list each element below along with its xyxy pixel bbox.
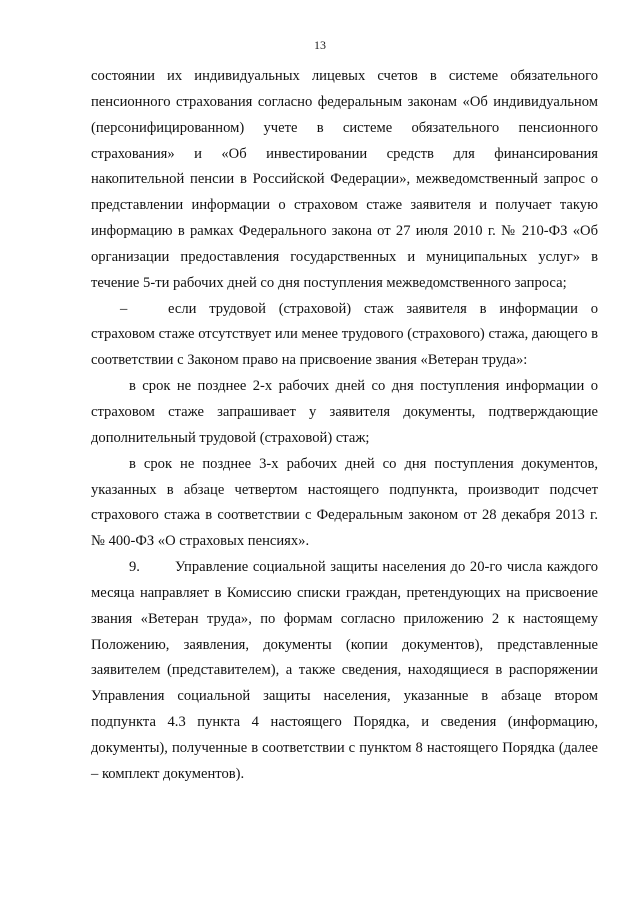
paragraph-calculate-stazh: в срок не позднее 3-х рабочих дней со дня поступления документов, указанных в абзаце четвертом настоящего подпункта, производит подсчет страхового стажа в соответствии с Федеральным законом от 28 декабря 2013 г. № 400-ФЗ «О страховых пенсиях». xyxy=(91,455,598,550)
document-body xyxy=(91,64,598,788)
numbered-clause-9 xyxy=(91,555,598,788)
paragraph-continuation: состоянии их индивидуальных лицевых счетов в системе обязательного пенсионного страхования согласно федеральным законам «Об индивидуальном (персонифицированном) учете в системе обязательного пенсионного страхования» и «Об инвестировании средств для финансирования накопительной пенсии в Российской Федерации», межведомственный запрос о представлении информации о страховом стаже заявителя и получает такую информацию в рамках Федерального закона от 27 июля 2010 г. № 210-ФЗ «Об организации предоставления государственных и муниципальных услуг» в течение 5-ти рабочих дней со дня поступления межведомственного запроса; xyxy=(91,68,598,291)
page-number: 13 xyxy=(314,38,326,52)
clause-number: 9. xyxy=(129,559,140,576)
paragraph-request-documents: в срок не позднее 2-х рабочих дней со дня поступления информации о страховом стаже запрашивает у заявителя документы, подтверждающие дополнительный трудовой (страховой) стаж; xyxy=(91,378,598,446)
dash-list-item xyxy=(91,297,598,375)
dash-list-item-text: если трудовой (страховой) стаж заявителя в информации о страховом стаже отсутствует или менее трудового (страхового) стажа, дающего в соответствии с Законом право на присвоение звания «Ветеран труда»: xyxy=(91,300,598,369)
list-dash: – xyxy=(120,300,128,317)
clause-text: Управление социальной защиты населения до 20-го числа каждого месяца направляет в Комиссию списки граждан, претендующих на присвоение звания «Ветеран труда», по формам согласно приложению 2 к настоящему Положению, заявления, документы (копии документов), представленные заявителем (представителем), а также сведения, находящиеся в распоряжении Управления социальной защиты населения, указанные в абзаце втором подпункта 4.3 пункта 4 настоящего Порядка, и сведения (информацию, документы), полученные в соответствии с пунктом 8 настоящего Порядка (далее – комплект документов). xyxy=(91,559,598,782)
